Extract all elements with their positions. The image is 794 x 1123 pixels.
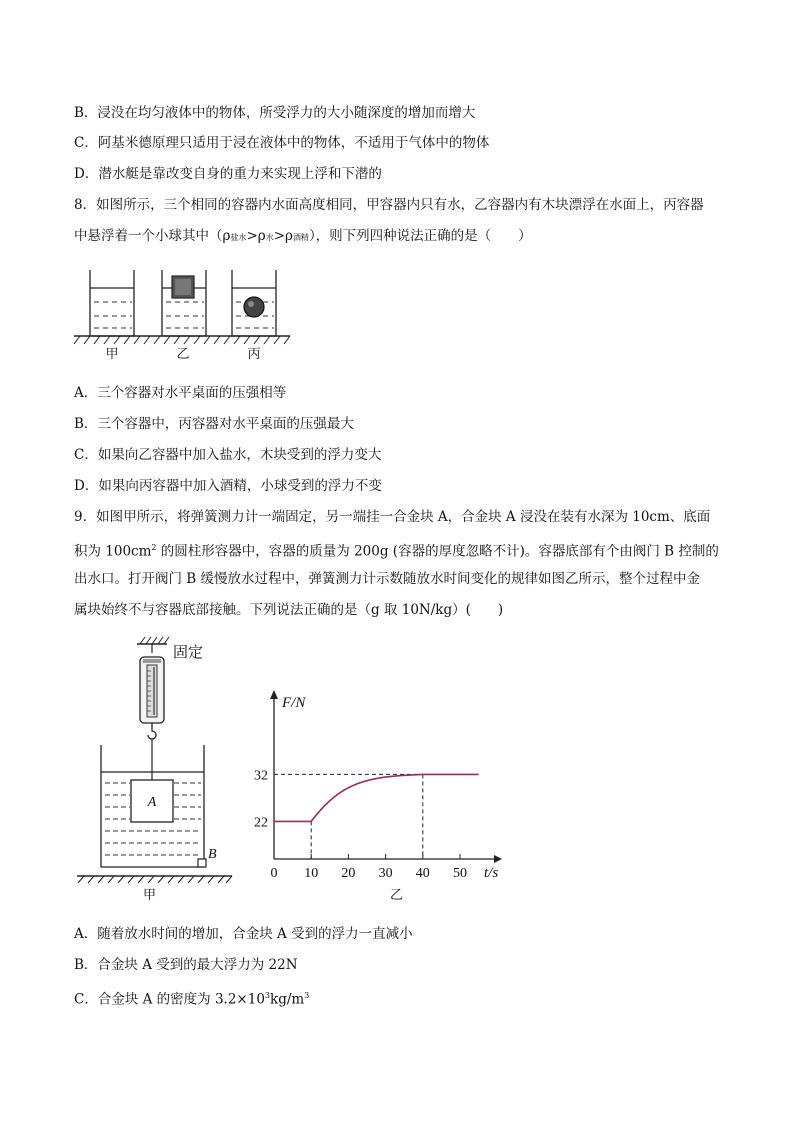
q8-option-c: C．如果向乙容器中加入盐水，木块受到的浮力变大 (74, 447, 382, 463)
y-tick-label: 32 (254, 768, 268, 784)
container-jia (90, 270, 134, 336)
y-axis-label: F/N (282, 695, 306, 711)
q9-stem-text-b: 的圆柱形容器中，容器的质量为 200g (容器的厚度忽略不计)。容器底部有个由阀门 B 控制的 (156, 543, 719, 560)
q9-option-a: A．随着放水时间的增加，合金块 A 受到的浮力一直减小 (74, 926, 413, 942)
q9-stem-sup: 2 (151, 543, 157, 552)
force-time-chart (250, 685, 510, 895)
q8-stem-line1: 8．如图所示，三个相同的容器内水面高度相同，甲容器内只有水，乙容器内有木块漂浮在水面上，丙容器 (74, 197, 704, 213)
q9-option-c-text-a: C．合金块 A 的密度为 3.2×10 (74, 991, 265, 1008)
label-yi: 乙 (176, 346, 190, 361)
force-curve (274, 774, 479, 821)
q9-figure-left (72, 635, 242, 885)
valve-label: B (208, 847, 217, 862)
q8-figure (72, 262, 292, 362)
fig-yi-caption: 乙 (390, 888, 404, 903)
sub-water: 水 (265, 233, 274, 242)
q9-option-c-text-b: kg/m (270, 991, 305, 1008)
label-jia: 甲 (105, 346, 119, 361)
option-d-prev: D．潜水艇是靠改变自身的重力来实现上浮和下潜的 (74, 166, 382, 182)
x-tick-label: 40 (415, 866, 430, 881)
gt-sign-1: >ρ (246, 228, 266, 244)
q9-option-c-sup2: 3 (304, 991, 310, 1000)
spring-scale (140, 657, 164, 723)
block-label: A (147, 795, 157, 810)
x-tick-label: 50 (453, 866, 467, 881)
q9-option-c (74, 986, 309, 1010)
sub-salt-water: 盐水 (230, 233, 247, 242)
option-c-prev: C．阿基米德原理只适用于浸在液体中的物体，不适用于气体中的物体 (74, 135, 490, 151)
q8-option-b: B．三个容器中，丙容器对水平桌面的压强最大 (74, 416, 354, 432)
x-tick-label: 10 (304, 866, 319, 881)
q8-stem-text-a: 中悬浮着一个小球其中（ρ (74, 228, 231, 244)
label-bing: 丙 (247, 346, 261, 361)
fixed-label: 固定 (173, 645, 204, 661)
q9-stem-line4: 属块始终不与容器底部接触。下列说法正确的是（g 取 10N/kg）( ) (74, 602, 504, 618)
q9-stem-text-a: 积为 100cm (74, 543, 152, 560)
q8-option-d: D．如果向丙容器中加入酒精，小球受到的浮力不变 (74, 478, 382, 494)
y-axis-arrow (270, 690, 278, 699)
gt-sign-2: >ρ (273, 228, 293, 244)
y-tick-label: 22 (254, 815, 268, 831)
q8-stem-line2 (74, 226, 532, 248)
q8-option-a: A．三个容器对水平桌面的压强相等 (74, 385, 287, 401)
x-axis-label: t/s (484, 865, 499, 881)
q9-option-b: B．合金块 A 受到的最大浮力为 22N (74, 957, 298, 973)
suspended-ball (244, 297, 264, 317)
q9-stem-line3: 出水口。打开阀门 B 缓慢放水过程中，弹簧测力计示数随放水时间变化的规律如图乙所示，整个过程中金 (74, 571, 701, 587)
x-axis-arrow (494, 855, 502, 863)
x-tick-label: 20 (341, 866, 356, 881)
x-tick-label: 30 (378, 866, 393, 881)
q8-stem-text-b: ），则下列四种说法正确的是（ ） (308, 228, 532, 244)
x-tick-label: 0 (270, 866, 278, 881)
fig-jia-caption: 甲 (143, 888, 157, 903)
q9-stem-line2 (74, 538, 719, 562)
sub-alcohol: 酒精 (292, 233, 309, 242)
valve-b (198, 859, 206, 867)
q9-stem-line1: 9．如图甲所示，将弹簧测力计一端固定，另一端挂一合金块 A，合金块 A 浸没在装有水深为 10cm、底面 (74, 509, 711, 525)
q9-option-c-sup: 3 (264, 991, 271, 1000)
option-b-prev: B．浸没在均匀液体中的物体，所受浮力的大小随深度的增加而增大 (74, 105, 476, 121)
